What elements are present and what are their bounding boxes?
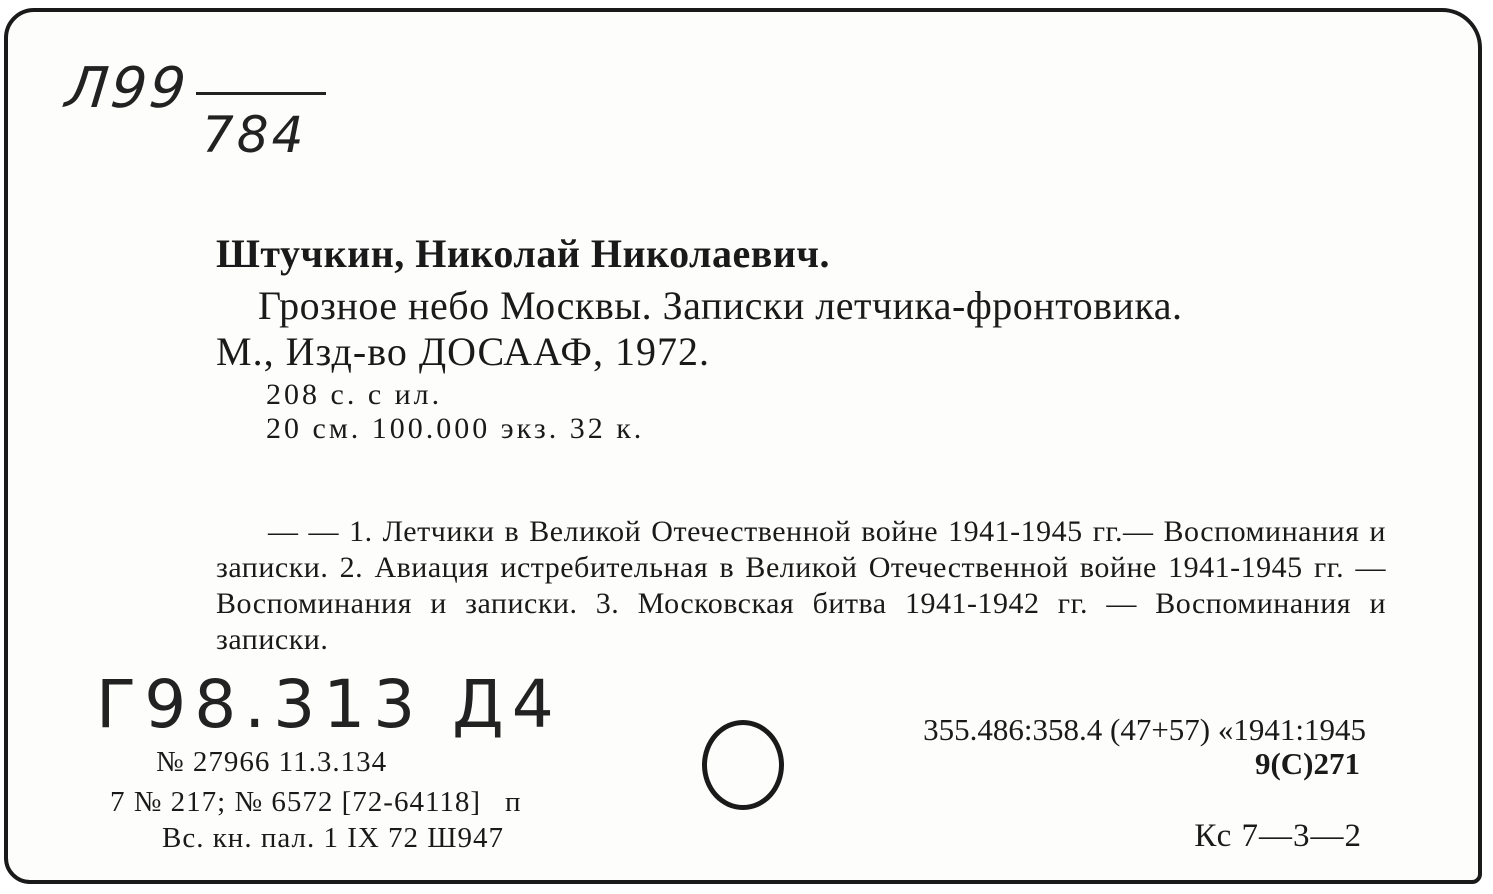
imprint: М., Изд-во ДОСААФ, 1972.	[216, 329, 711, 374]
subject-headings	[216, 514, 1386, 658]
shelf-mark-bottom: 784	[202, 106, 307, 164]
accession-number: № 27966 11.3.134	[156, 746, 388, 778]
order-suffix: п	[505, 786, 522, 818]
signed-to-print: Вс. кн. пал. 1 IX 72 Ш947	[162, 822, 505, 854]
handwritten-code: Г98.313 Д4	[96, 666, 562, 743]
bbk-index: 9(С)271	[1254, 746, 1360, 781]
order-text: 7 № 217; № 6572 [72-64118]	[110, 786, 482, 818]
order-line	[110, 786, 522, 819]
shelf-mark-top: Л99	[62, 56, 192, 121]
card-hole	[702, 720, 784, 810]
author-heading: Штучкин, Николай Николаевич.	[216, 231, 830, 276]
udc-index: 355.486:358.4 (47+57) «1941:1945	[923, 712, 1366, 747]
ks-code: Кс 7—3—2	[1194, 818, 1362, 854]
subject-text: — — 1. Летчики в Великой Отечественной войне 1941-1945 гг.— Воспоминания и записки. 2. Авиация истребительная в Великой Отечественной войне 1941-1945 гг. — Воспоминания и записки. 3. Московская битва 1941-1942 гг. — Воспоминания и записки.	[216, 515, 1386, 656]
collation-size-price: 20 см. 100.000 экз. 32 к.	[266, 412, 645, 445]
collation-pages: 208 с. с ил.	[266, 378, 443, 411]
book-title: Грозное небо Москвы. Записки летчика-фронтовика.	[258, 283, 1183, 328]
shelf-mark-rule	[196, 92, 326, 95]
catalog-card	[4, 8, 1482, 884]
